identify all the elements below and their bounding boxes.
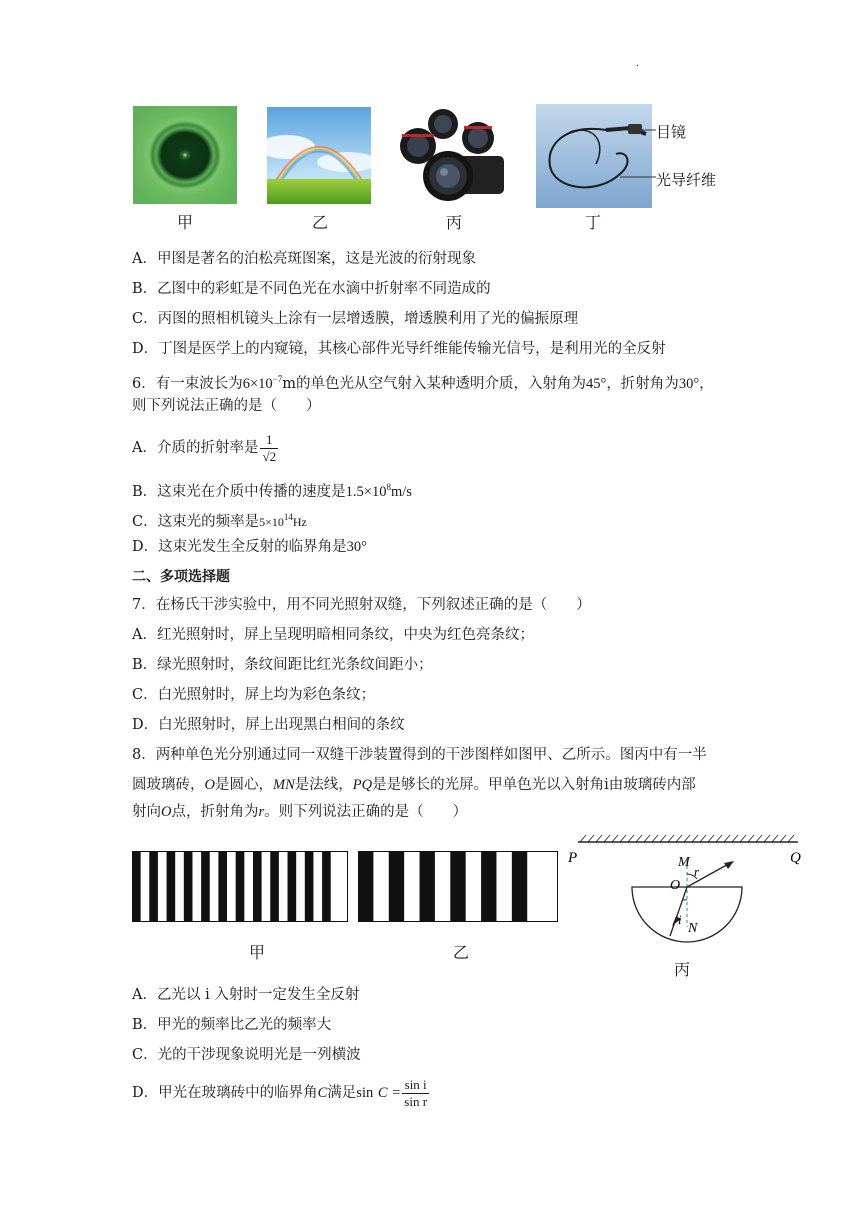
q8-option-d <box>132 1073 431 1113</box>
dark-fringe <box>201 851 210 922</box>
section-2-title: 二、多项选择题 <box>132 569 230 585</box>
q8-option-b: B．甲光的频率比乙光的频率大 <box>132 1017 332 1033</box>
q6-angle-in: 45° <box>586 375 607 392</box>
q6-option-b-exp: 8 <box>386 482 391 492</box>
label-O: O <box>670 878 681 893</box>
q6-option-c-text: C．这束光的频率是 <box>132 513 260 530</box>
q8-caption-jia: 甲 <box>248 943 265 962</box>
label-M: M <box>678 855 690 870</box>
q8-stem-line1: 8．两种单色光分别通过同一双缝干涉装置得到的干涉图样如图甲、乙所示。图丙中有一半 <box>132 747 707 763</box>
caption-bing: 丙 <box>445 213 462 232</box>
q7-option-b: B．绿光照射时，条纹间距比红光条纹间距小； <box>132 657 433 673</box>
q8-stem-line3 <box>132 802 467 822</box>
q8-stem-line2 <box>132 775 696 795</box>
q8-r: r <box>258 804 265 820</box>
q5-option-a: A．甲图是著名的泊松亮斑图案，这是光波的衍射现象 <box>132 251 476 267</box>
q8-PQ: PQ <box>352 777 373 793</box>
q7-option-a-visible: A．红光照射时，屏上呈现明暗相同条纹，中央为红色亮条纹； <box>132 627 534 643</box>
q8-option-d-eq: = <box>392 1085 401 1101</box>
q6-option-b-val: 1.5×10 <box>345 483 387 500</box>
label-i: i <box>678 912 682 927</box>
q6-option-a-fraction <box>260 432 278 465</box>
q6-option-c-exp: 14 <box>283 512 293 522</box>
q8-option-c: C．光的干涉现象说明光是一列横波 <box>132 1047 361 1063</box>
eyepiece-label: 目镜 <box>656 123 687 141</box>
q7-option-c: C．白光照射时，屏上均为彩色条纹； <box>132 687 376 703</box>
q8-option-d-C: C <box>317 1085 328 1101</box>
q6-option-b <box>132 477 412 502</box>
dark-fringe <box>358 851 373 922</box>
camera-lenses-image <box>398 106 506 206</box>
q6-option-d-text: D．这束光发生全反射的临界角是 <box>132 539 347 555</box>
q8-O-2: O <box>161 804 172 820</box>
q6-option-a <box>132 428 280 468</box>
q8-stem-2d: 是是够长的光屏。甲单色光以入射角i由玻璃砖内部 <box>372 777 696 793</box>
q6-stem-line2: 则下列说法正确的是（ ） <box>132 398 321 414</box>
interference-pattern-jia <box>132 851 348 922</box>
label-N: N <box>688 921 698 936</box>
poisson-spot-image <box>133 106 237 204</box>
dark-fringe <box>512 851 527 922</box>
dark-fringe <box>167 851 176 922</box>
q8-stem-2c: 是法线， <box>294 777 353 793</box>
q6-option-b-text: B．这束光在介质中传播的速度是 <box>132 483 346 500</box>
q8-MN: MN <box>272 777 295 793</box>
q8-caption-bing: 丙 <box>673 960 690 979</box>
dark-fringe <box>450 851 465 922</box>
q6-angle-out: 30° <box>678 375 700 392</box>
caption-ding: 丁 <box>584 213 601 232</box>
q6-option-d <box>132 537 367 557</box>
q8-option-d-num: sin i <box>402 1077 429 1094</box>
q8-stem-3a: 射向 <box>132 804 161 820</box>
caption-jia: 甲 <box>176 213 193 232</box>
q6-stem-line1 <box>132 369 714 394</box>
dark-fringe <box>481 851 496 922</box>
dark-fringe <box>132 851 141 922</box>
q6-option-c <box>132 507 307 532</box>
dark-fringe <box>184 851 193 922</box>
q8-option-a: A．乙光以 i 入射时一定发生全反射 <box>132 987 360 1003</box>
semicircle-glass-diagram <box>566 832 806 962</box>
dark-fringe <box>253 851 262 922</box>
q5-option-c: C．丙图的照相机镜头上涂有一层增透膜，增透膜利用了光的偏振原理 <box>132 311 579 327</box>
label-P: P <box>568 850 578 866</box>
q6-option-a-text: A．介质的折射率是 <box>132 440 259 456</box>
dark-fringe <box>218 851 227 922</box>
q8-stem-3c: 。则下列说法正确的是（ ） <box>264 804 468 820</box>
q8-option-d-C2: C <box>377 1085 388 1101</box>
page-marker: . <box>636 58 640 69</box>
q5-option-d: D．丁图是医学上的内窥镜，其核心部件光导纤维能传输光信号，是利用光的全反射 <box>132 341 666 357</box>
caption-yi: 乙 <box>311 213 328 232</box>
dark-fringe <box>270 851 279 922</box>
optical-fiber-label: 光导纤维 <box>656 171 717 189</box>
q5-option-b: B．乙图中的彩虹是不同色光在水滴中折射率不同造成的 <box>132 281 491 297</box>
dark-fringe <box>288 851 297 922</box>
interference-pattern-yi <box>358 851 558 922</box>
q6-stem-b: m的单色光从空气射入某种透明介质，入射角为 <box>282 375 586 392</box>
q8-caption-yi: 乙 <box>452 943 469 962</box>
dark-fringe <box>389 851 404 922</box>
q7-stem-visible: 7．在杨氏干涉实验中，用不同光照射双缝，下列叙述正确的是（ ） <box>132 597 591 613</box>
q6-stem-c: ，折射角为 <box>606 375 679 392</box>
q8-option-d-mid: 满足 <box>327 1085 357 1101</box>
q8-stem-2b: 是圆心， <box>214 777 273 793</box>
rainbow-image <box>267 107 371 204</box>
q8-option-d-den: sin r <box>404 1093 428 1109</box>
q8-O: O <box>204 777 215 793</box>
q6-option-a-den: √2 <box>262 448 277 464</box>
label-Q: Q <box>790 850 801 866</box>
dark-fringe <box>322 851 331 922</box>
dark-fringe <box>305 851 314 922</box>
q6-option-d-val: 30° <box>346 539 367 555</box>
q8-stem-2a: 圆玻璃砖， <box>132 777 205 793</box>
label-r: r <box>694 864 700 879</box>
dark-fringe <box>420 851 435 922</box>
q6-wavelength: 6×10 <box>242 375 273 392</box>
q8-option-d-sin: sin <box>356 1085 374 1101</box>
dark-fringe <box>149 851 158 922</box>
q6-option-a-num: 1 <box>260 432 278 449</box>
q6-stem-a: 6．有一束波长为 <box>132 375 243 392</box>
q7-option-d: D．白光照射时，屏上出现黑白相间的条纹 <box>132 717 405 733</box>
q6-option-c-val: 5×10 <box>259 514 284 529</box>
q6-stem-d: ， <box>699 375 714 392</box>
q8-option-d-fraction <box>402 1077 429 1110</box>
q6-option-c-unit: Hz <box>292 514 307 529</box>
label-leader-lines <box>600 120 660 190</box>
q8-option-d-text: D．甲光在玻璃砖中的临界角 <box>132 1085 318 1101</box>
dark-fringe <box>236 851 245 922</box>
q8-stem-3b: 点，折射角为 <box>171 804 259 820</box>
q6-option-b-unit: m/s <box>390 483 412 500</box>
q6-wavelength-exp: −7 <box>272 374 283 384</box>
